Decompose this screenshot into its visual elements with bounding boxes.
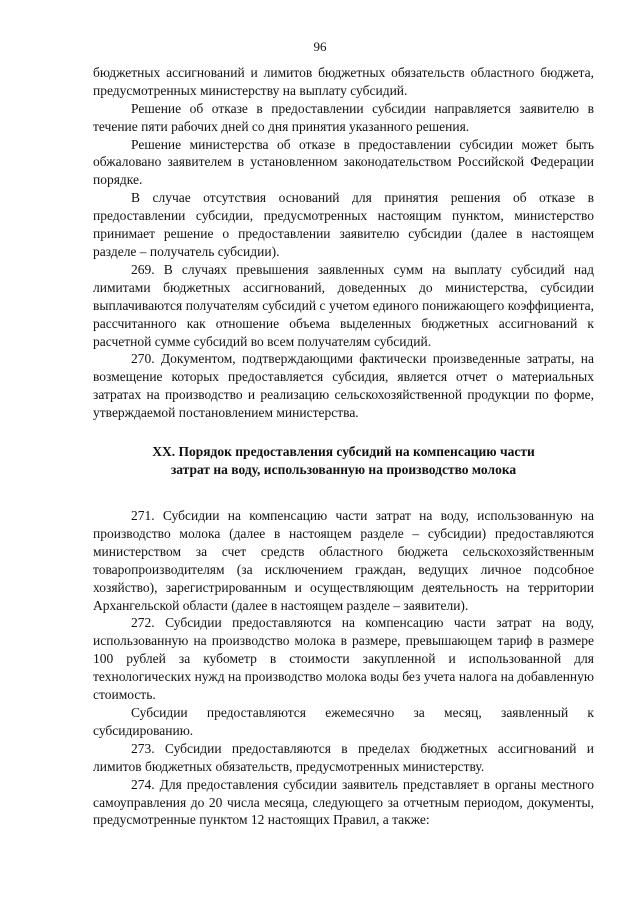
paragraph-270: 270. Документом, подтверждающими фактически произведенные затраты, на возмещение которых предоставляется субсидия, является отчет о материальных затратах на производство и реализацию сельскохозяйственной продукции по форме, утверждаемой постановлением министерства. [93,351,594,421]
section-heading-line-1: XX. Порядок предоставления субсидий на компенсацию части [152,444,535,460]
paragraph-272: 272. Субсидии предоставляются на компенсацию части затрат на воду, использованную на производство молока в размере, превышающем тариф в размере 100 рублей за кубометр в стоимости закупленной и использованной для технологических нужд на производство молока воды без учета налога на добавленную стоимость. [93,615,594,703]
page-number: 96 [313,39,327,54]
paragraph-273: 273. Субсидии предоставляются в пределах бюджетных ассигнований и лимитов бюджетных обязательств, предусмотренных министерству. [93,740,594,774]
paragraph-monthly: Субсидии предоставляются ежемесячно за месяц, заявленный к субсидированию. [93,705,594,738]
section-heading-line-2: затрат на воду, использованную на производство молока [170,462,517,478]
paragraph-continuation: бюджетных ассигнований и лимитов бюджетных обязательств областного бюджета, предусмотренных министерству на выплату субсидий. [93,64,594,98]
paragraph-271: 271. Субсидии на компенсацию части затрат на воду, использованную на производство молока (далее в настоящем разделе – субсидии) предоставляются министерством за счет средств областного бюджета сельскохозяйственным товаропроизводителям (за исключением граждан, ведущих личное подсобное хозяйство), зарегистрированным и осуществляющим деятельность на территории Архангельской области (далее в настоящем разделе – заявители). [93,508,594,613]
paragraph-refusal-appeal: Решение министерства об отказе в предоставлении субсидии может быть обжаловано заявителем в установленном законодательством Российской Федерации порядке. [93,136,594,188]
section-heading [93,443,594,479]
paragraph-269: 269. В случаях превышения заявленных сумм на выплату субсидий над лимитами бюджетных ассигнований, доведенных до министерства, субсидии выплачиваются получателям субсидий с учетом единого понижающего коэффициента, рассчитанного как отношение объема выделенных бюджетных ассигнований к расчетной сумме субсидий во всем получателям субсидий. [93,261,594,349]
paragraph-refusal-notice: Решение об отказе в предоставлении субсидии направляется заявителю в течение пяти рабочих дней со дня принятия указанного решения. [93,100,594,134]
paragraph-274: 274. Для предоставления субсидии заявитель представляет в органы местного самоуправления до 20 числа месяца, следующего за отчетным периодом, документы, предусмотренные пунктом 12 настоящих Правил, а также: [93,776,594,828]
paragraph-grant-decision: В случае отсутствия оснований для принятия решения об отказе в предоставлении субсидии, предусмотренных настоящим пунктом, министерство принимает решение о предоставлении заявителю субсидии (далее в настоящем разделе – получатель субсидии). [93,190,594,259]
